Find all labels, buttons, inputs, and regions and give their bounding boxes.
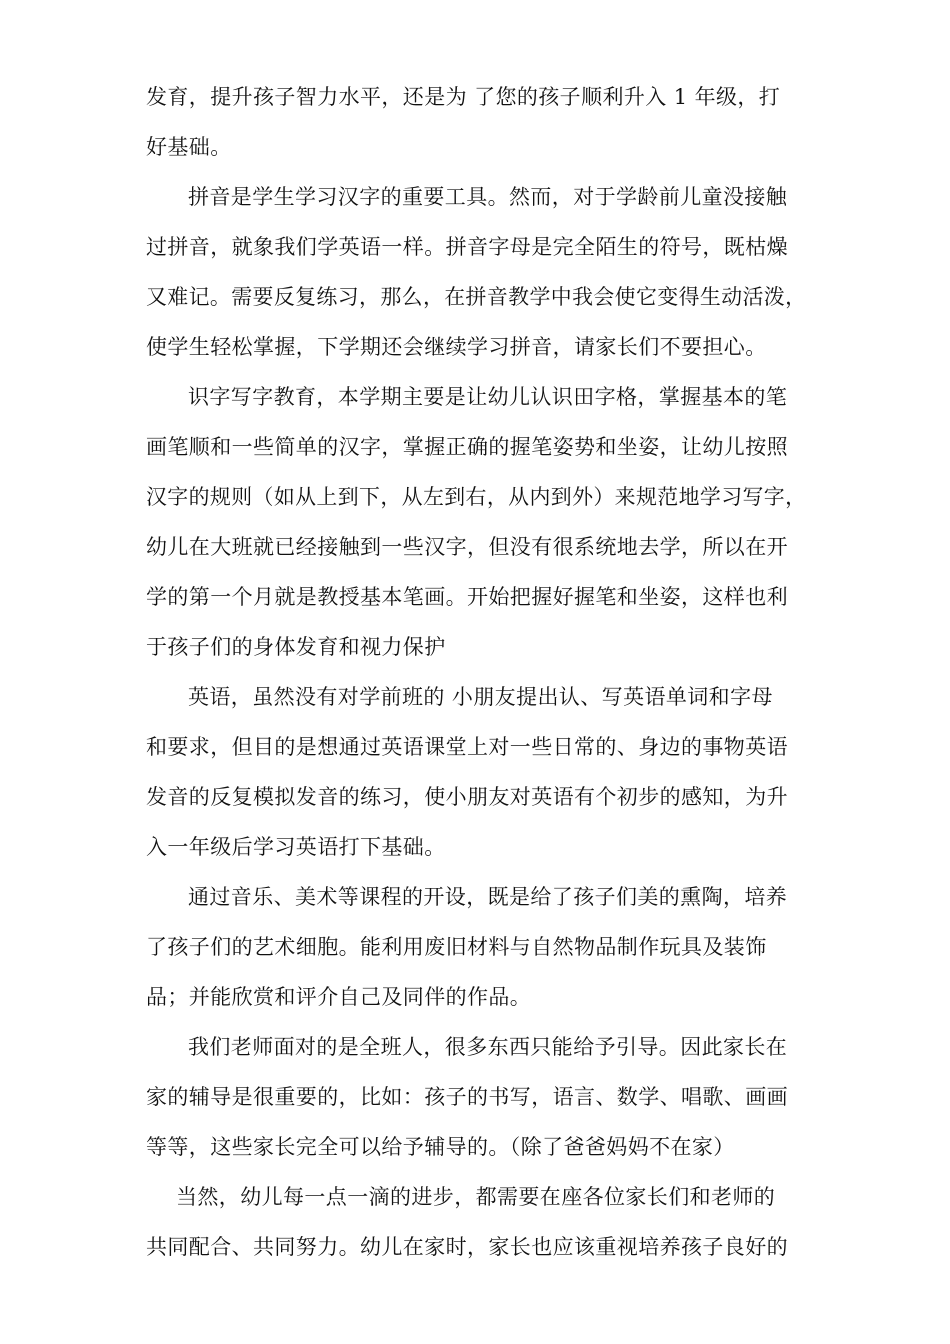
text-line: 等等，这些家长完全可以给予辅导的。（除了爸爸妈妈不在家） xyxy=(146,1135,735,1159)
text-line: 好基础。 xyxy=(146,135,232,159)
text-line: 过拼音，就象我们学英语一样。拼音字母是完全陌生的符号，既枯燥 xyxy=(146,235,788,259)
text-line: 汉字的规则（如从上到下，从左到右，从内到外）来规范地学习写字， xyxy=(146,485,807,509)
text-line: 发音的反复模拟发音的练习，使小朋友对英语有个初步的感知，为升 xyxy=(146,785,788,809)
text-line: 通过音乐、美术等课程的开设，既是给了孩子们美的熏陶，培养 xyxy=(188,885,788,909)
text-line: 于孩子们的身体发育和视力保护 xyxy=(146,635,446,659)
text-line: 拼音是学生学习汉字的重要工具。然而，对于学龄前儿童没接触 xyxy=(188,185,788,209)
text-line: 使学生轻松掌握，下学期还会继续学习拼音，请家长们不要担心。 xyxy=(146,335,767,359)
text-line: 当然，幼儿每一点一滴的进步，都需要在座各位家长们和老师的 xyxy=(176,1185,776,1209)
text-line: 英语，虽然没有对学前班的 小朋友提出认、写英语单词和字母 xyxy=(188,685,773,709)
text-line: 和要求，但目的是想通过英语课堂上对一些日常的、身边的事物英语 xyxy=(146,735,788,759)
text-line: 识字写字教育，本学期主要是让幼儿认识田字格，掌握基本的笔 xyxy=(188,385,788,409)
text-line: 我们老师面对的是全班人，很多东西只能给予引导。因此家长在 xyxy=(188,1035,788,1059)
text-line: 发育，提升孩子智力水平，还是为 了您的孩子顺利升入 1 年级，打 xyxy=(146,85,781,109)
text-line: 品；并能欣赏和评介自己及同伴的作品。 xyxy=(146,985,532,1009)
text-line: 了孩子们的艺术细胞。能利用废旧材料与自然物品制作玩具及装饰 xyxy=(146,935,767,959)
text-line: 学的第一个月就是教授基本笔画。开始把握好握笔和坐姿，这样也利 xyxy=(146,585,788,609)
text-line: 家的辅导是很重要的，比如：孩子的书写，语言、数学、唱歌、画画 xyxy=(146,1085,788,1109)
text-line: 画笔顺和一些简单的汉字，掌握正确的握笔姿势和坐姿，让幼儿按照 xyxy=(146,435,788,459)
text-line: 入一年级后学习英语打下基础。 xyxy=(146,835,446,859)
text-line: 幼儿在大班就已经接触到一些汉字，但没有很系统地去学，所以在开 xyxy=(146,535,788,559)
text-line: 又难记。需要反复练习，那么，在拼音教学中我会使它变得生动活泼， xyxy=(146,285,807,309)
text-line: 共同配合、共同努力。幼儿在家时，家长也应该重视培养孩子良好的 xyxy=(146,1235,788,1259)
